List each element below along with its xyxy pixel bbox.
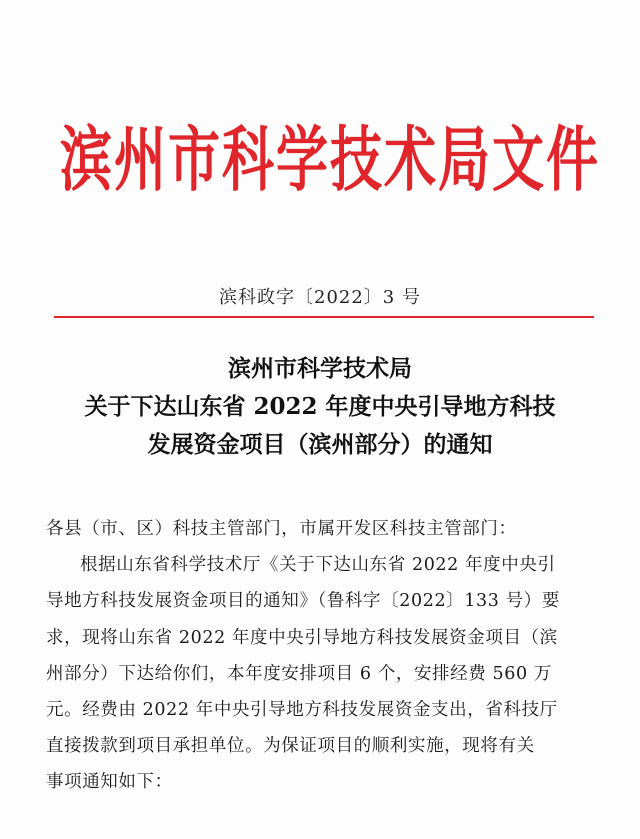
salutation: 各县（市、区）科技主管部门，市属开发区科技主管部门： [46,519,517,539]
paragraph-line: 元。经费由 2022 年中央引导地方科技发展资金支出，省科技厅 [46,700,558,721]
notice-title [0,350,640,464]
title-line-subject-cont: 发展资金项目（滨州部分）的通知 [147,431,493,458]
paragraph-line: 导地方科技发展资金项目的通知》（鲁科字〔2022〕133 号）要 [46,591,560,612]
notice-body [46,511,606,801]
document-number: 滨科政字〔2022〕3 号 [219,287,421,308]
title-line-issuer: 滨州市科学技术局 [228,355,412,382]
paragraph-line: 求，现将山东省 2022 年度中央引导地方科技发展资金项目（滨 [46,627,558,648]
title-line-subject: 关于下达山东省 2022 年度中央引导地方科技 [84,393,556,420]
paragraph-line: 事项通知如下： [46,772,173,793]
paragraph-line: 直接拨款到项目承担单位。为保证项目的顺利实施，现将有关 [46,736,535,757]
red-divider-rule [54,316,594,318]
paragraph-line: 州部分）下达给你们，本年度安排项目 6 个，安排经费 560 万 [46,663,552,684]
document-masthead: 滨州市科学技术局文件 [60,119,601,202]
paragraph-line: 根据山东省科学技术厅《关于下达山东省 2022 年度中央引 [80,555,556,576]
